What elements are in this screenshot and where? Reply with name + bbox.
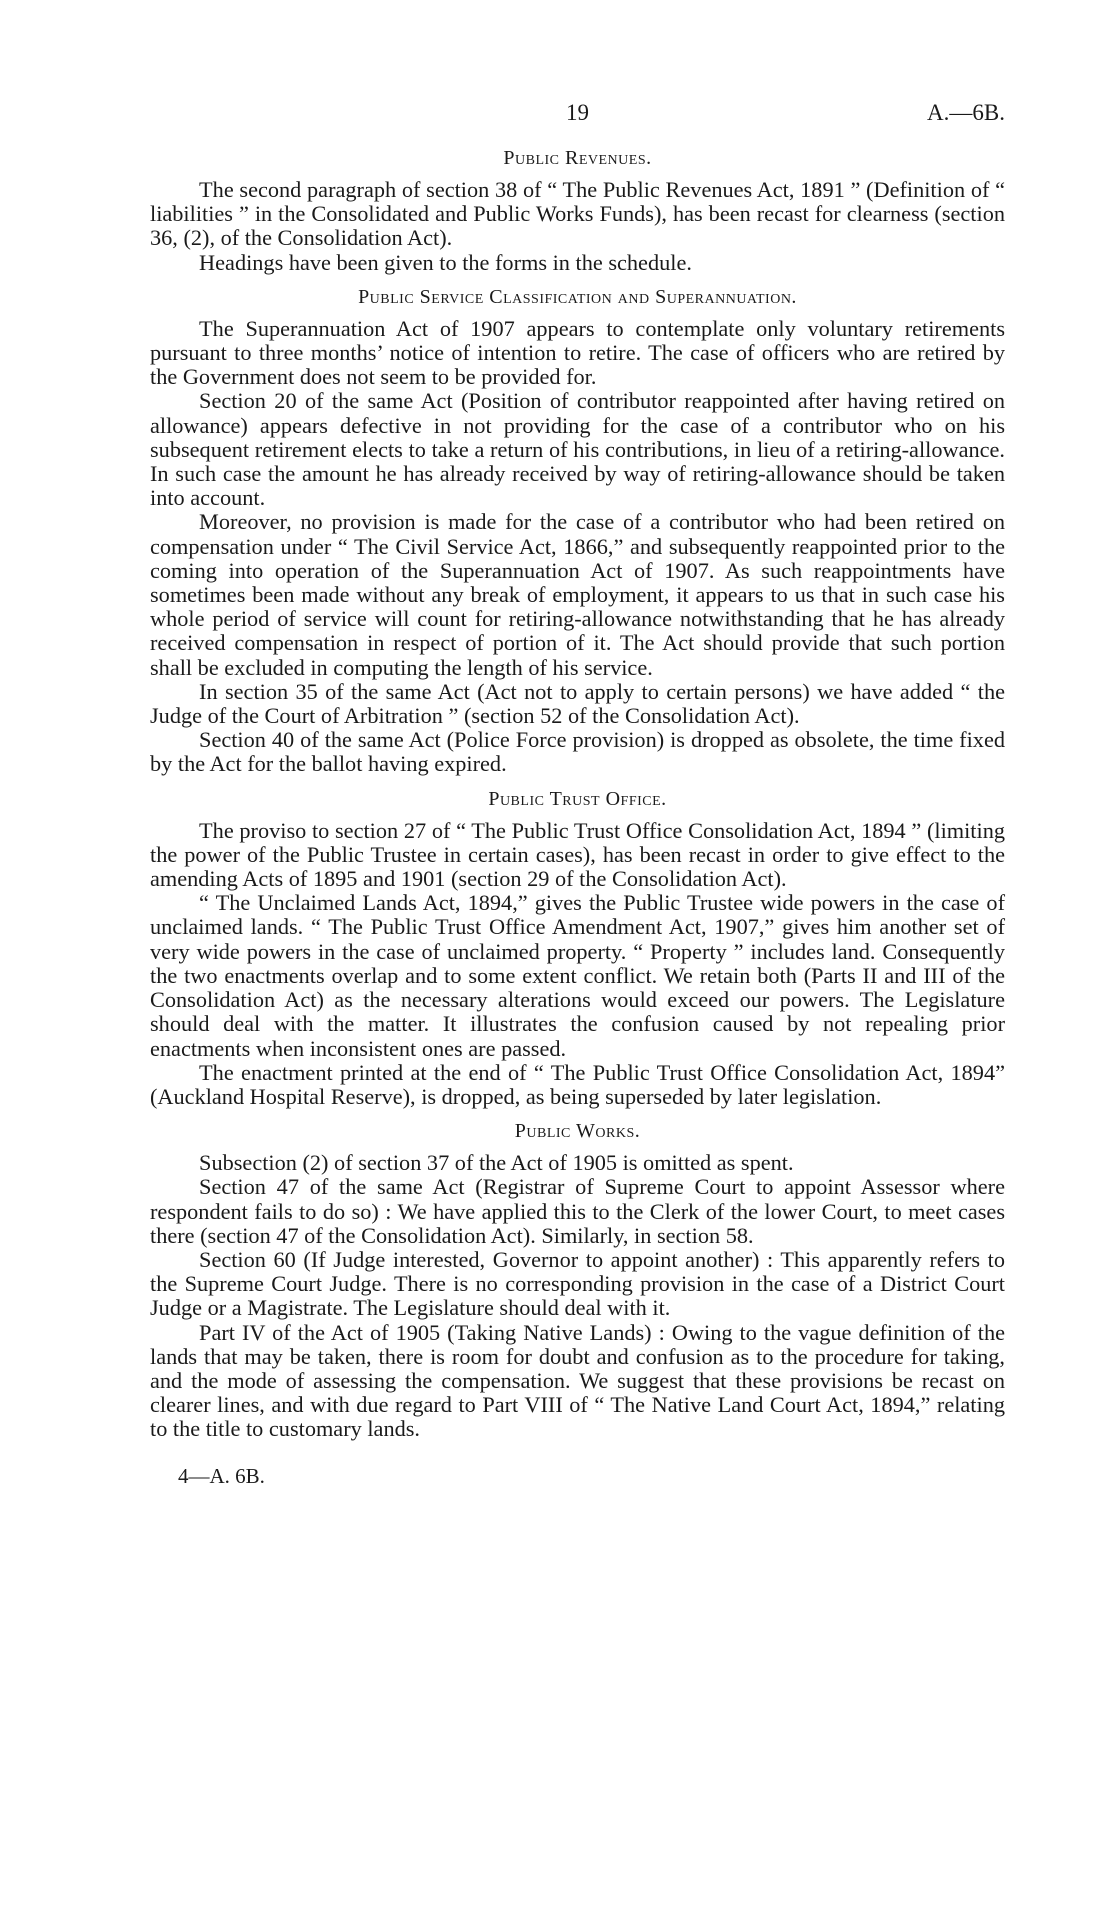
section-public-trust-office <box>150 787 1005 1109</box>
page-header <box>150 100 1005 136</box>
section-heading: Public Service Classification and Superannuation. <box>358 285 797 308</box>
paragraph: “ The Unclaimed Lands Act, 1894,” gives the Public Trustee wide powers in the case of unclaimed lands. “ The Public Trust Office Amendment Act, 1907,” gives him another set of very wide powers in the case of unclaimed property. “ Property ” includes land. Consequently the two enactments overlap and to some extent conflict. We retain both (Parts II and III of the Consolidation Act) as the necessary alterations would exceed our powers. The Legislature should deal with the matter. It illustrates the confusion caused by not repealing prior enactments when inconsistent ones are passed. <box>150 890 1005 1061</box>
footer-signature-mark: 4—A. 6B. <box>178 1463 265 1488</box>
section-heading: Public Works. <box>514 1120 641 1143</box>
section-public-works <box>150 1119 1005 1441</box>
paragraph: In section 35 of the same Act (Act not to apply to certain persons) we have added “ the Judge of the Court of Arbitration ” (section 52 of the Consolidation Act). <box>150 678 1005 729</box>
section-public-revenues <box>150 146 1005 275</box>
paragraph: Part IV of the Act of 1905 (Taking Native Lands) : Owing to the vague definition of the lands that may be taken, there is room for doubt and confusion as to the procedure for taking, and the mode of assessing the compensation. We suggest that these provisions be recast on clearer lines, and with due regard to Part VIII of “ The Native Land Court Act, 1894,” relating to the title to customary lands. <box>150 1319 1005 1442</box>
paragraph: The Superannuation Act of 1907 appears to contemplate only voluntary retirements pursuant to three months’ notice of intention to retire. The case of officers who are retired by the Government does not seem to be provided for. <box>150 315 1005 390</box>
paragraph: Moreover, no provision is made for the case of a contributor who had been retired on compensation under “ The Civil Service Act, 1866,” and subsequently reappointed prior to the coming into operation of the Superannuation Act of 1907. As such reappointments have sometimes been made without any break of employment, it appears to us that in such case his whole period of service will count for retiring-allowance notwithstanding that he has already received compensation in respect of portion of it. The Act should provide that such portion shall be excluded in computing the length of his service. <box>150 509 1005 680</box>
section-public-service <box>150 285 1005 777</box>
paragraph: Section 47 of the same Act (Registrar of Supreme Court to appoint Assessor where respondent fails to do so) : We have applied this to the Clerk of the lower Court, to meet cases there (section 47 of the Consolidation Act). Similarly, in section 58. <box>150 1174 1005 1248</box>
document-page <box>150 100 1005 1489</box>
paragraph: Section 60 (If Judge interested, Governor to appoint another) : This apparently refers to the Supreme Court Judge. There is no corresponding provision in the case of a District Court Judge or a Magistrate. The Legislature should deal with it. <box>150 1246 1005 1321</box>
paragraph: Subsection (2) of section 37 of the Act of 1905 is omitted as spent. <box>199 1150 794 1176</box>
document-reference: A.—6B. <box>927 100 1005 125</box>
paragraph: Section 40 of the same Act (Police Force provision) is dropped as obsolete, the time fixed by the Act for the ballot having expired. <box>150 727 1005 777</box>
paragraph: The second paragraph of section 38 of “ The Public Revenues Act, 1891 ” (Definition of “ liabilities ” in the Consolidated and Public Works Funds), has been recast for clearness (section 36, (2), of the Consolidation Act). <box>150 177 1005 251</box>
paragraph: Section 20 of the same Act (Position of contributor reappointed after having retired on allowance) appears defective in not providing for the case of a contributor who on his subsequent retirement elects to take a return of his contributions, in lieu of a retiring-allowance. In such case the amount he has already received by way of retiring-allowance should be taken into account. <box>150 388 1005 511</box>
section-heading: Public Revenues. <box>503 147 652 169</box>
page-number: 19 <box>566 100 589 125</box>
paragraph: Headings have been given to the forms in the schedule. <box>199 249 692 275</box>
paragraph: The proviso to section 27 of “ The Public Trust Office Consolidation Act, 1894 ” (limiting the power of the Public Trustee in certain cases), has been recast in order to give effect to the amending Acts of 1895 and 1901 (section 29 of the Consolidation Act). <box>150 817 1005 892</box>
paragraph: The enactment printed at the end of “ The Public Trust Office Consolidation Act, 1894” (Auckland Hospital Reserve), is dropped, as being superseded by later legislation. <box>150 1059 1005 1109</box>
section-heading: Public Trust Office. <box>488 787 667 810</box>
